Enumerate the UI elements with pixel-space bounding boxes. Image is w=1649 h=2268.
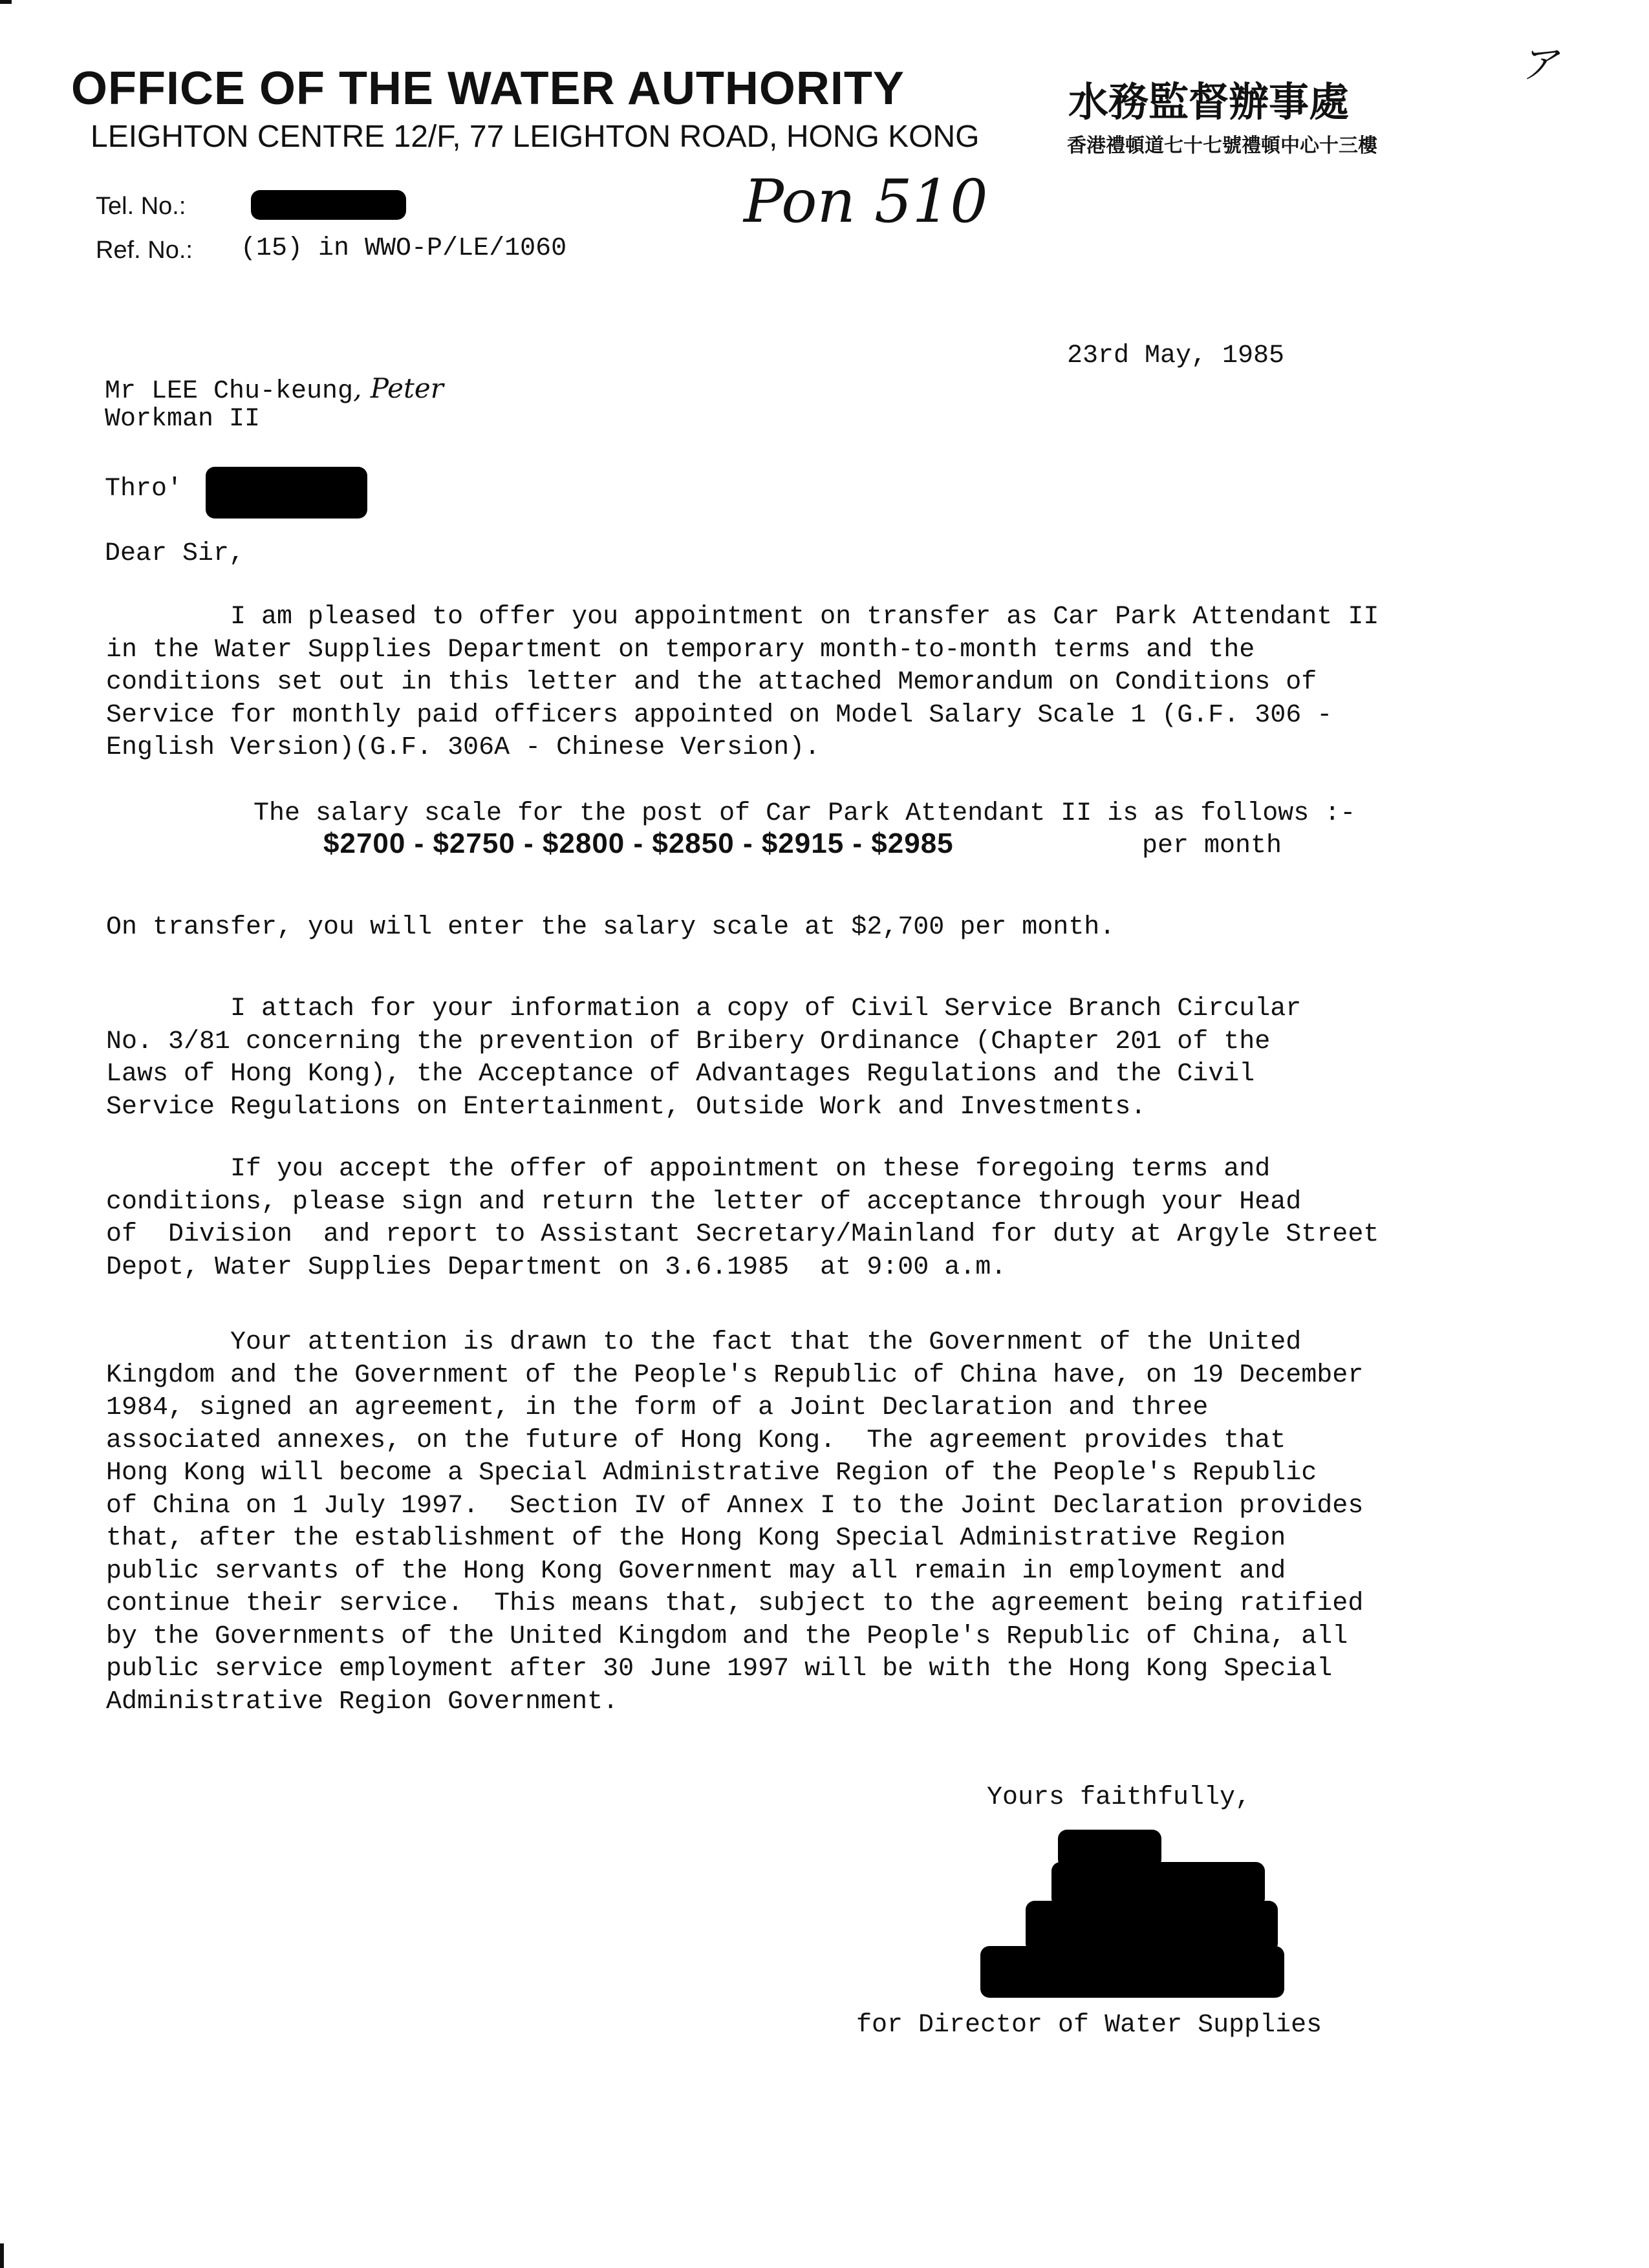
recipient-name <box>105 372 444 406</box>
paragraph-joint-declaration <box>106 1327 1363 1718</box>
paragraph-line: associated annexes, on the future of Hong Kong. The agreement provides that <box>106 1426 1286 1455</box>
corner-scribble: ア <box>1520 42 1558 87</box>
paragraph-offer <box>106 601 1379 765</box>
letterhead-title: OFFICE OF THE WATER AUTHORITY <box>71 63 905 114</box>
letterhead-address: LEIGHTON CENTRE 12/F, 77 LEIGHTON ROAD, HONG KONG <box>91 120 980 154</box>
paragraph-line: Administrative Region Government. <box>106 1687 619 1717</box>
salutation: Dear Sir, <box>105 539 245 568</box>
paragraph-line: Service Regulations on Entertainment, Outside Work and Investments. <box>106 1092 1147 1122</box>
ref-value: (15) in WWO-P/LE/1060 <box>241 234 567 263</box>
signature-redaction <box>980 1830 1284 2004</box>
recipient-title: Workman II <box>105 405 261 434</box>
paragraph-transfer: On transfer, you will enter the salary scale at $2,700 per month. <box>106 913 1116 942</box>
paragraph-line: by the Governments of the United Kingdom and the People's Republic of China, all <box>106 1621 1348 1651</box>
paragraph-acceptance <box>106 1153 1379 1284</box>
thro-redaction <box>206 467 367 519</box>
recipient-name-typed: Mr LEE Chu-keung <box>105 377 354 406</box>
paragraph-line: Service for monthly paid officers appointed on Model Salary Scale 1 (G.F. 306 - <box>106 700 1333 730</box>
paragraph-line: that, after the establishment of the Hong Kong Special Administrative Region <box>106 1524 1286 1553</box>
paragraph-line: conditions set out in this letter and the attached Memorandum on Conditions of <box>106 668 1317 697</box>
paragraph-line: Depot, Water Supplies Department on 3.6.1985 at 9:00 a.m. <box>106 1252 1007 1282</box>
paragraph-line: English Version)(G.F. 306A - Chinese Version). <box>106 733 821 762</box>
salary-intro: The salary scale for the post of Car Park Attendant II is as follows :- <box>253 799 1356 828</box>
paragraph-line: Laws of Hong Kong), the Acceptance of Advantages Regulations and the Civil <box>106 1060 1255 1089</box>
redaction-block <box>980 1946 1284 1998</box>
paragraph-line: conditions, please sign and return the letter of acceptance through your Head <box>106 1187 1302 1217</box>
paragraph-line: of China on 1 July 1997. Section IV of Annex I to the Joint Declaration provides <box>106 1491 1364 1521</box>
paragraph-line: public servants of the Hong Kong Government may all remain in employment and <box>106 1556 1286 1586</box>
recipient-name-handwritten: , Peter <box>353 372 444 404</box>
paragraph-line: I am pleased to offer you appointment on transfer as Car Park Attendant II <box>106 603 1379 632</box>
salary-unit: per month <box>1142 831 1282 861</box>
tel-label: Tel. No.: <box>96 193 186 220</box>
letterhead-address-chinese: 香港禮頓道七十七號禮頓中心十三樓 <box>1067 134 1377 157</box>
ref-label: Ref. No.: <box>96 237 193 264</box>
paragraph-line: public service employment after 30 June 1997 will be with the Hong Kong Special <box>106 1654 1333 1684</box>
signatory-line: for Director of Water Supplies <box>856 2011 1322 2040</box>
paragraph-line: continue their service. This means that, subject to the agreement being ratified <box>106 1589 1364 1618</box>
sign-off: Yours faithfully, <box>987 1783 1251 1812</box>
paragraph-circular <box>106 993 1301 1124</box>
thro-label: Thro' <box>105 475 183 504</box>
paragraph-line: If you accept the offer of appointment on these foregoing terms and <box>106 1155 1271 1184</box>
paragraph-line: Your attention is drawn to the fact that the Government of the United <box>106 1328 1302 1357</box>
letter-date: 23rd May, 1985 <box>1067 341 1285 370</box>
tel-redaction <box>251 190 406 220</box>
paragraph-line: in the Water Supplies Department on temporary month-to-month terms and the <box>106 635 1255 665</box>
letterhead-title-chinese: 水務監督辦事處 <box>1068 78 1350 125</box>
paragraph-line: No. 3/81 concerning the prevention of Bribery Ordinance (Chapter 201 of the <box>106 1027 1271 1056</box>
paragraph-line: 1984, signed an agreement, in the form of a Joint Declaration and three <box>106 1393 1209 1422</box>
handwritten-note: Pon 510 <box>744 167 988 236</box>
paragraph-line: Hong Kong will become a Special Administrative Region of the People's Republic <box>106 1459 1317 1488</box>
paragraph-line: of Division and report to Assistant Secretary/Mainland for duty at Argyle Street <box>106 1220 1379 1249</box>
corner-mark <box>0 0 12 4</box>
salary-scale-values: $2700 - $2750 - $2800 - $2850 - $2915 - $2985 <box>323 828 954 859</box>
margin-mark <box>0 2243 4 2268</box>
paragraph-line: Kingdom and the Government of the People's Republic of China have, on 19 December <box>106 1360 1364 1390</box>
redaction-block <box>1026 1901 1278 1952</box>
paragraph-line: I attach for your information a copy of Civil Service Branch Circular <box>106 994 1302 1023</box>
